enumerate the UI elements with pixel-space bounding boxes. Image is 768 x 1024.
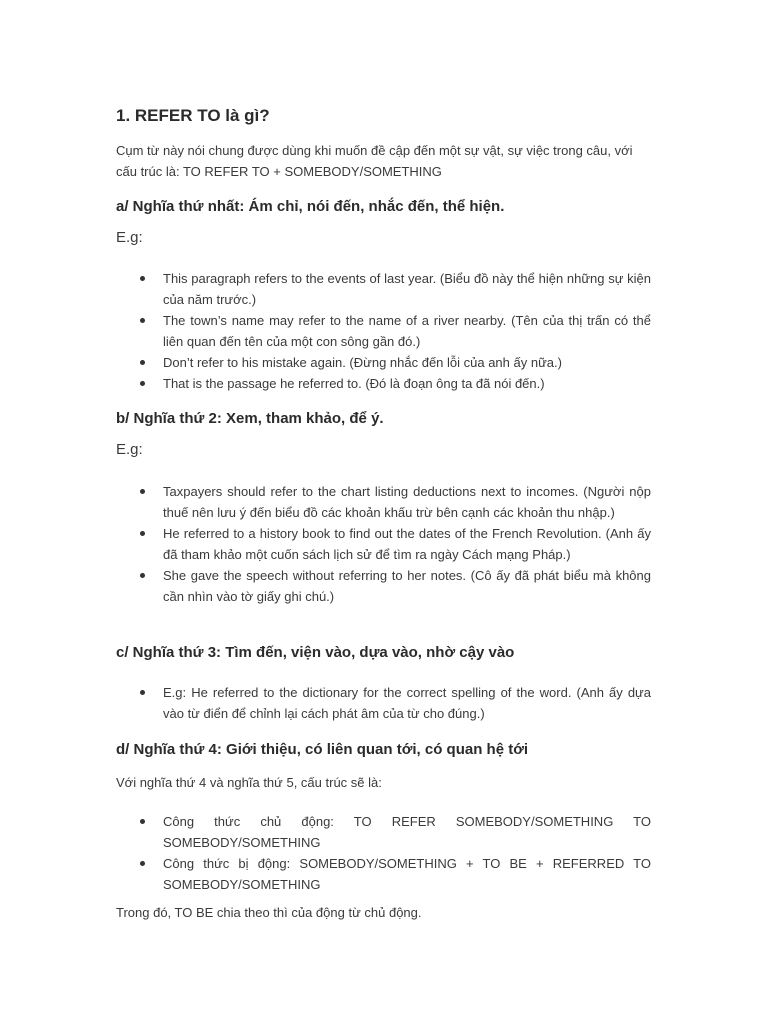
list-item [116,682,651,724]
list-item [116,352,651,373]
list-item [116,373,651,394]
list-item [116,853,651,895]
bullet-icon [140,489,145,494]
list-item-text: Taxpayers should refer to the chart listing deductions next to incomes. (Người nộp thuế nên lưu ý đến biểu đồ các khoản khấu trừ bên cạnh các khoản thu nhập.) [163,484,651,520]
page-title: 1. REFER TO là gì? [116,106,270,125]
bullet-icon [140,690,145,695]
section-c-list [116,682,651,724]
bullet-icon [140,360,145,365]
section-c-heading: c/ Nghĩa thứ 3: Tìm đến, viện vào, dựa vào, nhờ cậy vào [116,644,515,661]
list-item [116,565,651,607]
section-b-eg-label: E.g: [116,441,143,458]
list-item-text: The town’s name may refer to the name of a river nearby. (Tên của thị trấn có thể liên quan đến tên của một con sông gần đó.) [163,313,651,349]
section-d-note: Trong đó, TO BE chia theo thì của động từ chủ động. [116,905,422,920]
section-d-list [116,811,651,895]
list-item-text: E.g: He referred to the dictionary for the correct spelling of the word. (Anh ấy dựa vào từ điển để chỉnh lại cách phát âm của từ cho đúng.) [163,685,651,721]
list-item [116,481,651,523]
intro-paragraph: Cụm từ này nói chung được dùng khi muốn đề cập đến một sự vật, sự việc trong câu, với cấu trúc là: TO REFER TO + SOMEBODY/SOMETHING [116,143,633,179]
section-b-heading: b/ Nghĩa thứ 2: Xem, tham khảo, để ý. [116,410,384,427]
list-item [116,268,651,310]
bullet-icon [140,318,145,323]
list-item [116,523,651,565]
section-d-lead: Với nghĩa thứ 4 và nghĩa thứ 5, cấu trúc sẽ là: [116,775,382,790]
section-a-list [116,268,651,394]
list-item-text: Don’t refer to his mistake again. (Đừng nhắc đến lỗi của anh ấy nữa.) [163,355,562,370]
bullet-icon [140,531,145,536]
bullet-icon [140,573,145,578]
list-item [116,811,651,853]
section-b-list [116,481,651,607]
list-item-text: Công thức bị động: SOMEBODY/SOMETHING + TO BE + REFERRED TO SOMEBODY/SOMETHING [163,856,651,892]
list-item-text: That is the passage he referred to. (Đó là đoạn ông ta đã nói đến.) [163,376,545,391]
list-item-text: This paragraph refers to the events of last year. (Biểu đồ này thể hiện những sự kiện của năm trước.) [163,271,651,307]
bullet-icon [140,276,145,281]
bullet-icon [140,861,145,866]
section-a-eg-label: E.g: [116,229,143,246]
list-item-text: She gave the speech without referring to her notes. (Cô ấy đã phát biểu mà không cần nhìn vào tờ giấy ghi chú.) [163,568,651,604]
section-a-heading: a/ Nghĩa thứ nhất: Ám chỉ, nói đến, nhắc đến, thể hiện. [116,198,505,215]
list-item-text: Công thức chủ động: TO REFER SOMEBODY/SOMETHING TO SOMEBODY/SOMETHING [163,814,651,850]
list-item [116,310,651,352]
list-item-text: He referred to a history book to find out the dates of the French Revolution. (Anh ấy đã tham khảo một cuốn sách lịch sử để tìm ra ngày Cách mạng Pháp.) [163,526,651,562]
bullet-icon [140,819,145,824]
bullet-icon [140,381,145,386]
section-d-heading: d/ Nghĩa thứ 4: Giới thiệu, có liên quan tới, có quan hệ tới [116,741,529,758]
